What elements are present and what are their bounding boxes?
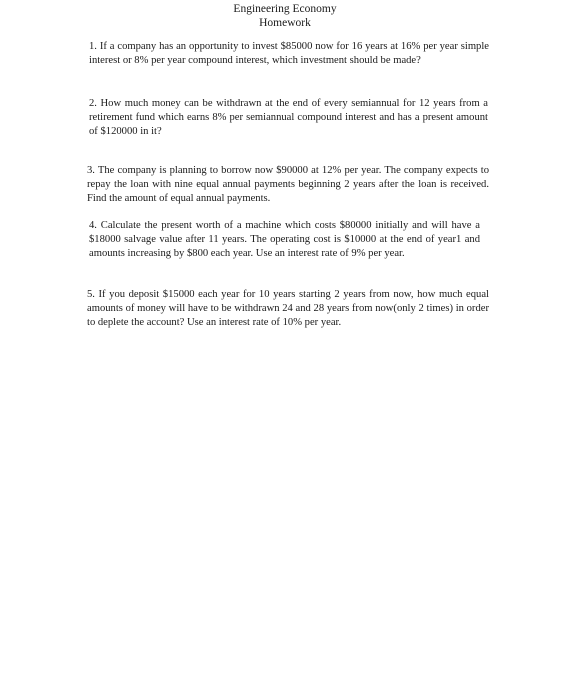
document-subtitle: Homework [259, 17, 311, 29]
question-4: 4. Calculate the present worth of a machine which costs $80000 initially and will have a $18000 salvage value after 11 years. The operating cost is $10000 at the end of year1 and amounts increasing by $800 each year. Use an interest rate of 9% per year. [89, 220, 480, 259]
question-3: 3. The company is planning to borrow now $90000 at 12% per year. The company expects to repay the loan with nine equal annual payments beginning 2 years after the loan is received. Find the amount of equal annual payments. [87, 165, 489, 204]
document-title: Engineering Economy [233, 3, 337, 15]
question-1: 1. If a company has an opportunity to invest $85000 now for 16 years at 16% per year simple interest or 8% per year compound interest, which investment should be made? [89, 41, 489, 66]
question-5: 5. If you deposit $15000 each year for 10 years starting 2 years from now, how much equal amounts of money will have to be withdrawn 24 and 28 years from now(only 2 times) in order to deplete the account? Use an interest rate of 10% per year. [87, 289, 489, 328]
question-2: 2. How much money can be withdrawn at the end of every semiannual for 12 years from a retirement fund which earns 8% per semiannual compound interest and has a present amount of $120000 in it? [89, 98, 488, 137]
